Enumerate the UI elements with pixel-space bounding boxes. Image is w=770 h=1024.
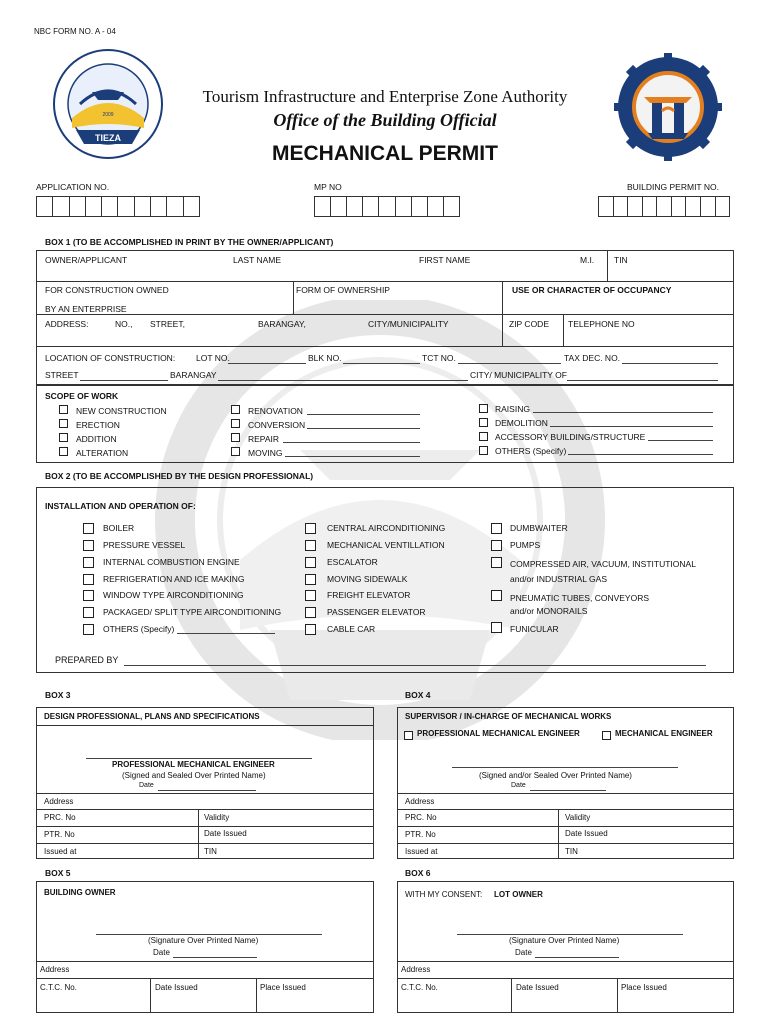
scope-item: ERECTION [76, 420, 120, 430]
checkbox-refrigeration[interactable] [83, 574, 94, 585]
install-item: MECHANICAL VENTILLATION [327, 540, 445, 550]
checkbox-accessory[interactable] [479, 432, 488, 441]
box4-signed-label: (Signed and/or Sealed Over Printed Name) [479, 771, 632, 780]
street-label: STREET [45, 370, 79, 380]
box6-lot-owner-label: LOT OWNER [494, 890, 543, 899]
box5-date-issued-label: Date Issued [155, 983, 198, 992]
checkbox-central-ac[interactable] [305, 523, 316, 534]
install-item: PRESSURE VESSEL [103, 540, 186, 550]
box3-date-line[interactable] [158, 790, 256, 791]
install-item: and/or INDUSTRIAL GAS [510, 574, 607, 584]
box6-date-label: Date [515, 948, 532, 957]
scope-item: RAISING [495, 404, 530, 414]
box4-issued-at-label: Issued at [405, 847, 438, 856]
form-number: NBC FORM NO. A - 04 [34, 27, 116, 36]
box4-opt1-label: PROFESSIONAL MECHANICAL ENGINEER [417, 729, 580, 738]
blk-no-line[interactable] [343, 363, 420, 364]
install-item: CENTRAL AIRCONDITIONING [327, 523, 446, 533]
install-item: DUMBWAITER [510, 523, 568, 533]
box3-date-issued-label: Date Issued [204, 829, 247, 838]
box2-heading: BOX 2 (TO BE ACCOMPLISHED BY THE DESIGN PROFESSIONAL) [45, 471, 314, 481]
agency-name: Tourism Infrastructure and Enterprise Zone Authority [202, 87, 568, 106]
box3-address-label: Address [44, 797, 74, 806]
box3-heading: BOX 3 [45, 690, 71, 700]
install-item: CABLE CAR [327, 624, 376, 634]
install-item: OTHERS (Specify) [103, 624, 175, 634]
first-name-label: FIRST NAME [419, 255, 471, 265]
box3-signature-line[interactable] [86, 758, 312, 759]
box6-address-label: Address [401, 965, 431, 974]
box3-prc-label: PRC. No [44, 813, 76, 822]
box6-heading: BOX 6 [405, 868, 431, 878]
mp-no-label: MP NO [314, 182, 342, 192]
address-barangay-label: BARANGAY, [258, 319, 306, 329]
form-of-ownership-label: FORM OF OWNERSHIP [296, 285, 390, 295]
box4-validity-label: Validity [565, 813, 591, 822]
address-city-label: CITY/MUNICIPALITY [368, 319, 449, 329]
blk-no-label: BLK NO. [308, 353, 342, 363]
install-item: PUMPS [510, 540, 541, 550]
install-item: PACKAGED/ SPLIT TYPE AIRCONDITIONING [103, 607, 282, 617]
scope-item: CONVERSION [248, 420, 306, 430]
box6-ctc-label: C.T.C. No. [401, 983, 438, 992]
checkbox-addition[interactable] [59, 433, 68, 442]
box6-place-issued-label: Place Issued [621, 983, 667, 992]
box6-date-issued-label: Date Issued [516, 983, 559, 992]
construction-owned-label: FOR CONSTRUCTION OWNED [45, 285, 169, 295]
checkbox-escalator[interactable] [305, 557, 316, 568]
box5-date-label: Date [153, 948, 170, 957]
mp-no-field[interactable] [314, 196, 460, 217]
box3-tin-label: TIN [204, 847, 217, 856]
box5-title: BUILDING OWNER [44, 888, 116, 897]
box4-prc-label: PRC. No [405, 813, 437, 822]
box5-ctc-label: C.T.C. No. [40, 983, 77, 992]
mi-label: M.I. [580, 255, 595, 265]
others-specify-line[interactable] [177, 633, 275, 634]
box6-frame [397, 881, 734, 1013]
box6-signature-line[interactable] [457, 934, 683, 935]
install-item: FUNICULAR [510, 624, 559, 634]
install-item: FREIGHT ELEVATOR [327, 590, 411, 600]
checkbox-mech-ventilation[interactable] [305, 540, 316, 551]
checkbox-moving[interactable] [231, 447, 240, 456]
city-label: CITY/ MUNICIPALITY OF [470, 370, 567, 380]
install-item: INTERNAL COMBUSTION ENGINE [103, 557, 240, 567]
box4-date-issued-label: Date Issued [565, 829, 608, 838]
tieza-logo-year: 2009 [102, 112, 114, 118]
tieza-logo-name: TIEZA [95, 133, 121, 143]
box5-signature-line[interactable] [96, 934, 322, 935]
box4-date-label: Date [511, 782, 526, 789]
checkbox-cable-car[interactable] [305, 624, 316, 635]
application-no-label: APPLICATION NO. [36, 182, 110, 192]
prepared-by-line[interactable] [124, 665, 706, 666]
checkbox-renovation[interactable] [231, 405, 240, 414]
last-name-label: LAST NAME [233, 255, 282, 265]
scope-item: NEW CONSTRUCTION [76, 406, 167, 416]
application-no-field[interactable] [36, 196, 200, 217]
box3-engineer-label: PROFESSIONAL MECHANICAL ENGINEER [112, 760, 275, 769]
scope-item: RENOVATION [248, 406, 303, 416]
checkbox-conversion[interactable] [231, 419, 240, 428]
tin-label: TIN [614, 255, 628, 265]
box6-date-line[interactable] [535, 957, 619, 958]
use-of-occupancy-label: USE OR CHARACTER OF OCCUPANCY [512, 285, 672, 295]
box3-validity-label: Validity [204, 813, 230, 822]
install-item: ESCALATOR [327, 557, 378, 567]
installation-title: INSTALLATION AND OPERATION OF: [45, 501, 196, 511]
address-label: ADDRESS: [45, 319, 89, 329]
box4-tin-label: TIN [565, 847, 578, 856]
zip-code-label: ZIP CODE [509, 319, 549, 329]
building-permit-no-field[interactable] [598, 196, 730, 217]
box6-signature-label: (Signature Over Printed Name) [509, 936, 620, 945]
scope-item: ALTERATION [76, 448, 129, 458]
scope-item: REPAIR [248, 434, 280, 444]
box5-address-label: Address [40, 965, 70, 974]
box5-signature-label: (Signature Over Printed Name) [148, 936, 259, 945]
install-item: COMPRESSED AIR, VACUUM, INSTITUTIONAL [510, 559, 696, 569]
checkbox-prof-mech-engineer[interactable] [404, 731, 413, 740]
checkbox-others-install[interactable] [83, 624, 94, 635]
install-item: PNEUMATIC TUBES, CONVEYORS [510, 593, 650, 603]
box4-address-label: Address [405, 797, 435, 806]
by-enterprise-label: BY AN ENTERPRISE [45, 304, 127, 314]
checkbox-funicular[interactable] [491, 622, 502, 633]
barangay-label: BARANGAY [170, 370, 217, 380]
address-street-label: STREET, [150, 319, 185, 329]
box3-issued-at-label: Issued at [44, 847, 77, 856]
tax-dec-line[interactable] [622, 363, 718, 364]
building-permit-no-label: BUILDING PERMIT NO. [627, 182, 719, 192]
scope-item: MOVING [248, 448, 283, 458]
box1-frame [36, 250, 734, 385]
box5-place-issued-label: Place Issued [260, 983, 306, 992]
address-no-label: NO., [115, 319, 133, 329]
checkbox-window-ac[interactable] [83, 590, 94, 601]
checkbox-new-construction[interactable] [59, 405, 68, 414]
install-item: MOVING SIDEWALK [327, 574, 408, 584]
tct-no-line[interactable] [458, 363, 561, 364]
box4-signature-line[interactable] [452, 767, 678, 768]
checkbox-demolition[interactable] [479, 418, 488, 427]
lot-no-line[interactable] [228, 363, 306, 364]
location-label: LOCATION OF CONSTRUCTION: [45, 353, 176, 363]
owner-applicant-label: OWNER/APPLICANT [45, 255, 128, 265]
box6-consent-label: WITH MY CONSENT: [405, 890, 483, 899]
box4-title: SUPERVISOR / IN-CHARGE OF MECHANICAL WORKS [405, 712, 612, 721]
install-item: PASSENGER ELEVATOR [327, 607, 426, 617]
box4-ptr-label: PTR. No [405, 830, 436, 839]
box4-heading: BOX 4 [405, 690, 431, 700]
checkbox-raising[interactable] [479, 404, 488, 413]
checkbox-pressure-vessel[interactable] [83, 540, 94, 551]
checkbox-others[interactable] [479, 446, 488, 455]
scope-title: SCOPE OF WORK [45, 391, 119, 401]
install-item: WINDOW TYPE AIRCONDITIONING [103, 590, 244, 600]
checkbox-ic-engine[interactable] [83, 557, 94, 568]
scope-item: DEMOLITION [495, 418, 548, 428]
install-item: BOILER [103, 523, 135, 533]
street-line[interactable] [80, 380, 168, 381]
box4-date-line[interactable] [530, 790, 606, 791]
checkbox-freight-elevator[interactable] [305, 590, 316, 601]
checkbox-mech-engineer[interactable] [602, 731, 611, 740]
box3-signed-label: (Signed and Sealed Over Printed Name) [122, 771, 266, 780]
scope-frame [36, 385, 734, 463]
box3-date-label: Date [139, 782, 154, 789]
tct-no-label: TCT NO. [422, 353, 456, 363]
checkbox-alteration[interactable] [59, 447, 68, 456]
office-name: Office of the Building Official [273, 110, 497, 130]
scope-item: ADDITION [76, 434, 117, 444]
box5-date-line[interactable] [173, 957, 257, 958]
checkbox-passenger-elevator[interactable] [305, 607, 316, 618]
install-item: REFRIGERATION AND ICE MAKING [103, 574, 245, 584]
box3-title: DESIGN PROFESSIONAL, PLANS AND SPECIFICATIONS [44, 712, 260, 721]
checkbox-boiler[interactable] [83, 523, 94, 534]
scope-item: OTHERS (Specify) [495, 446, 567, 456]
install-item: and/or MONORAILS [510, 606, 588, 616]
checkbox-compressed-air[interactable] [491, 557, 502, 568]
city-line[interactable] [567, 380, 718, 381]
box1-heading: BOX 1 (TO BE ACCOMPLISHED IN PRINT BY THE OWNER/APPLICANT) [45, 237, 334, 247]
checkbox-dumbwaiter[interactable] [491, 523, 502, 534]
barangay-line[interactable] [218, 380, 468, 381]
form-title: MECHANICAL PERMIT [272, 142, 498, 165]
lot-no-label: LOT NO. [196, 353, 230, 363]
checkbox-split-ac[interactable] [83, 607, 94, 618]
box5-frame [36, 881, 374, 1013]
checkbox-pneumatic-tubes[interactable] [491, 590, 502, 601]
tax-dec-label: TAX DEC. NO. [564, 353, 621, 363]
checkbox-moving-sidewalk[interactable] [305, 574, 316, 585]
scope-item: ACCESSORY BUILDING/STRUCTURE [495, 432, 646, 442]
box3-ptr-label: PTR. No [44, 830, 75, 839]
checkbox-repair[interactable] [231, 433, 240, 442]
telephone-label: TELEPHONE NO [568, 319, 635, 329]
prepared-by-label: PREPARED BY [55, 655, 119, 665]
checkbox-erection[interactable] [59, 419, 68, 428]
box4-opt2-label: MECHANICAL ENGINEER [615, 729, 713, 738]
checkbox-pumps[interactable] [491, 540, 502, 551]
box5-heading: BOX 5 [45, 868, 71, 878]
